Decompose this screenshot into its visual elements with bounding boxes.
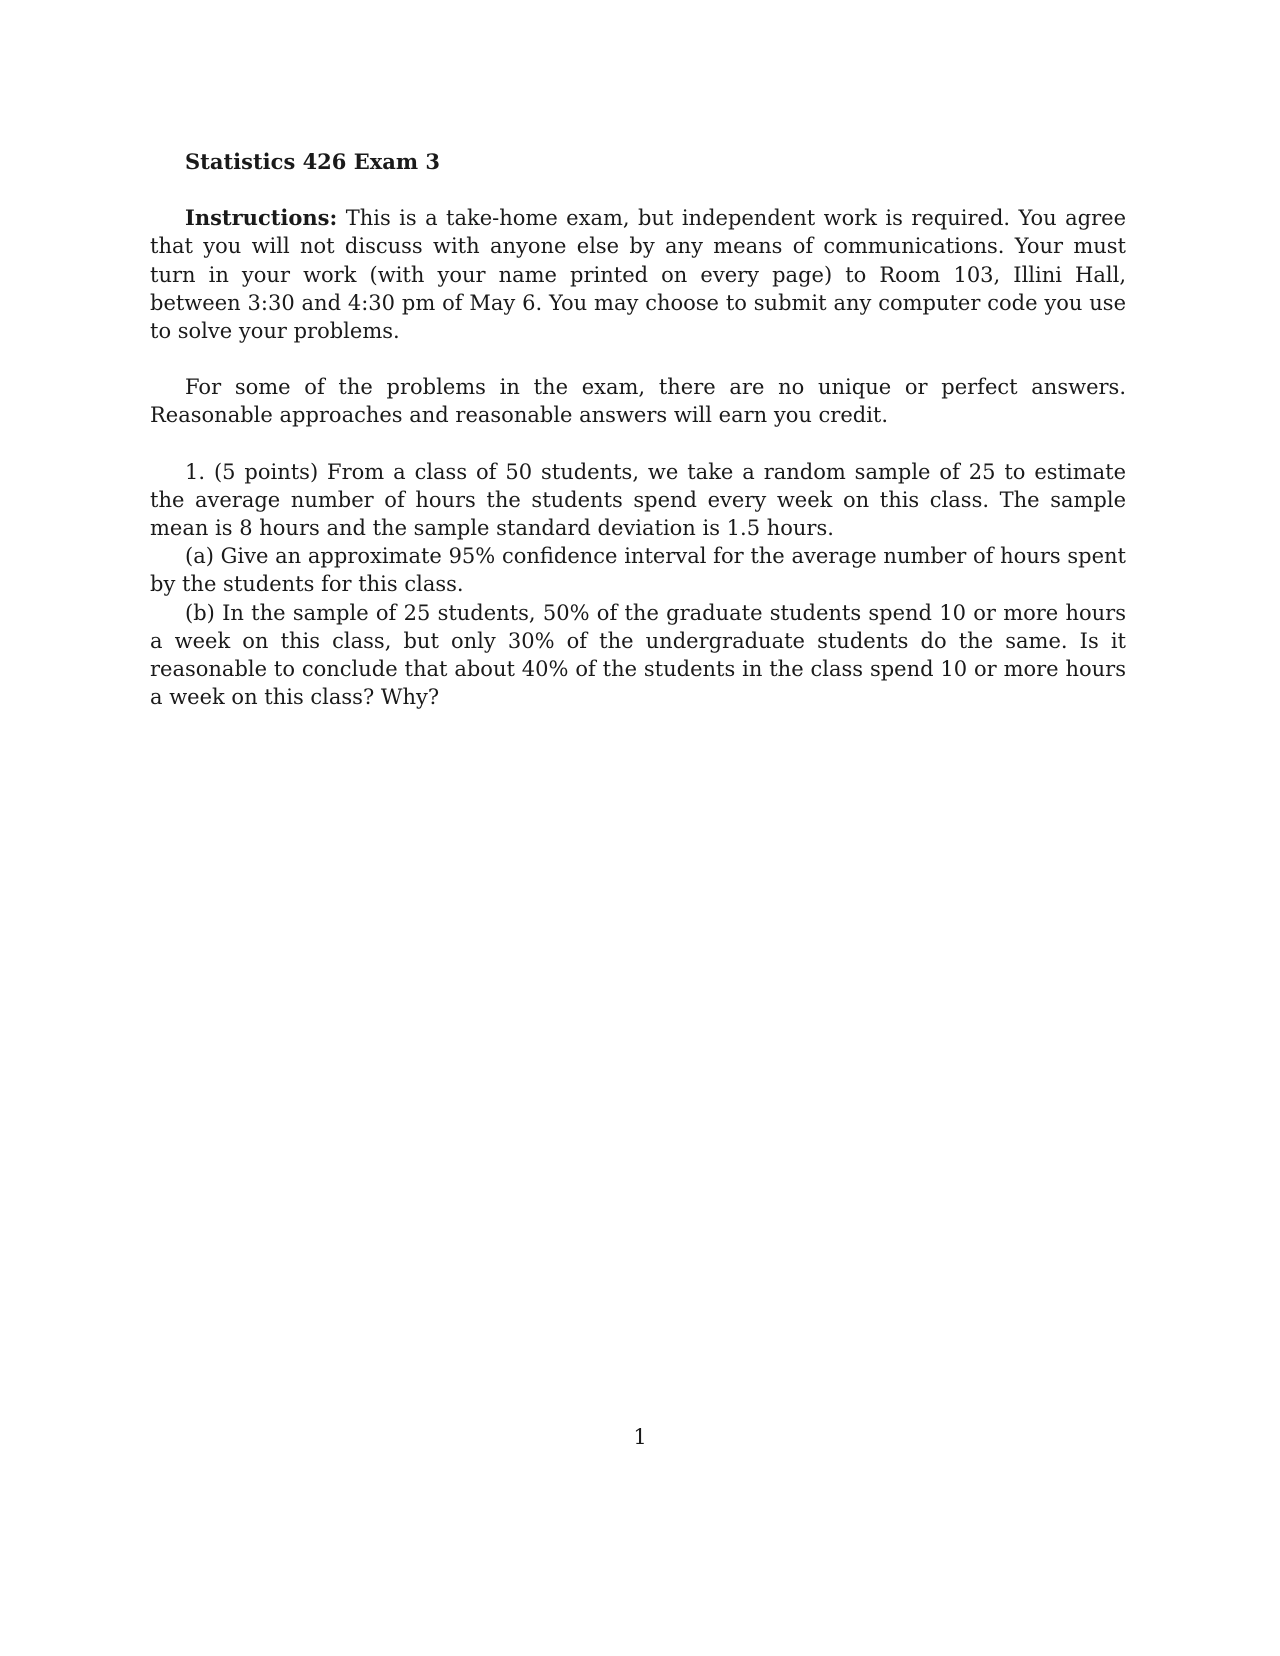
question-1-part-a: (a) Give an approximate 95% confidence interval for the average number of hours spent by the students for this class. bbox=[150, 544, 1126, 597]
note-paragraph: For some of the problems in the exam, there are no unique or perfect answers. Reasonable approaches and reasonable answers will earn you credit. bbox=[150, 375, 1126, 428]
question-1 bbox=[150, 458, 1126, 712]
instructions-label: Instructions: bbox=[185, 205, 338, 231]
question-1-stem: 1. (5 points) From a class of 50 students, we take a random sample of 25 to estimate the average number of hours the students spend every week on this class. The sample mean is 8 hours and the sample standard deviation is 1.5 hours. bbox=[150, 459, 1126, 541]
question-1-part-b: (b) In the sample of 25 students, 50% of the graduate students spend 10 or more hours a week on this class, but only 30% of the undergraduate students do the same. Is it reasonable to conclude that about 40% of the students in the class spend 10 or more hours a week on this class? Why? bbox=[150, 600, 1126, 710]
instructions-paragraph bbox=[150, 204, 1126, 345]
instructions-text: This is a take-home exam, but independent work is required. You agree that you will not discuss with anyone else by any means of communications. Your must turn in your work (with your name printed on every page) to Room 103, Illini Hall, between 3:30 and 4:30 pm of May 6. You may choose to submit any computer code you use to solve your problems. bbox=[150, 206, 1126, 344]
page-number: 1 bbox=[633, 1425, 647, 1449]
exam-title: Statistics 426 Exam 3 bbox=[185, 149, 440, 174]
exam-page bbox=[150, 148, 1126, 711]
